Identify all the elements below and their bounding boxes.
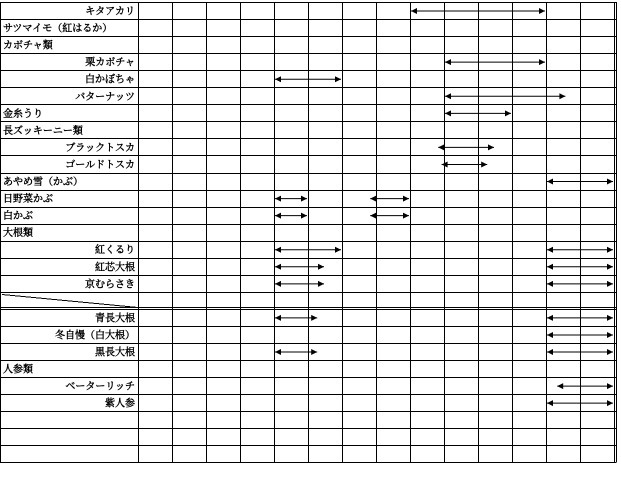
period-arrow <box>557 383 613 389</box>
period-arrow <box>442 161 488 167</box>
diagonal-line <box>2 295 138 308</box>
row-label: 人参類 <box>3 364 33 376</box>
grid-lines <box>0 2 617 463</box>
period-arrow <box>370 213 409 219</box>
period-arrow <box>445 59 545 65</box>
row-label: 紅くるり <box>95 245 135 257</box>
row-label: 黒長大根 <box>95 347 135 359</box>
row-label: 青長大根 <box>95 313 135 325</box>
row-label: 京むらさき <box>85 279 135 291</box>
row-label: ブラックトスカ <box>65 142 135 154</box>
row-label: 白かぶ <box>3 211 33 223</box>
row-label: 金糸うり <box>3 108 43 120</box>
period-arrow <box>275 349 317 355</box>
period-arrow <box>275 213 307 219</box>
row-label: 紅芯大根 <box>95 262 135 274</box>
period-arrow <box>370 196 409 202</box>
row-label: バターナッツ <box>75 91 135 103</box>
row-label: 大根類 <box>3 228 33 240</box>
period-arrow <box>445 93 565 99</box>
period-arrow <box>275 281 324 287</box>
row-label: 冬自慢（白大根） <box>55 330 135 342</box>
period-arrow <box>275 264 324 270</box>
row-label: サツマイモ（紅はるか） <box>3 23 113 35</box>
row-label: 長ズッキーニー類 <box>3 125 83 137</box>
row-label: 栗カボチャ <box>85 57 135 69</box>
row-label: ゴールドトスカ <box>65 159 135 171</box>
row-label: 白かぼちゃ <box>85 74 135 86</box>
period-arrow <box>275 196 307 202</box>
period-arrow <box>275 315 317 321</box>
row-label: あやめ雪（かぶ） <box>3 177 83 189</box>
row-label: 紫人参 <box>105 398 135 410</box>
period-arrow <box>438 144 494 150</box>
row-label: カボチャ類 <box>3 40 53 52</box>
row-label: 日野菜かぶ <box>3 194 53 206</box>
row-label: ベーターリッチ <box>65 381 135 393</box>
row-label: キタアカリ <box>85 6 135 18</box>
